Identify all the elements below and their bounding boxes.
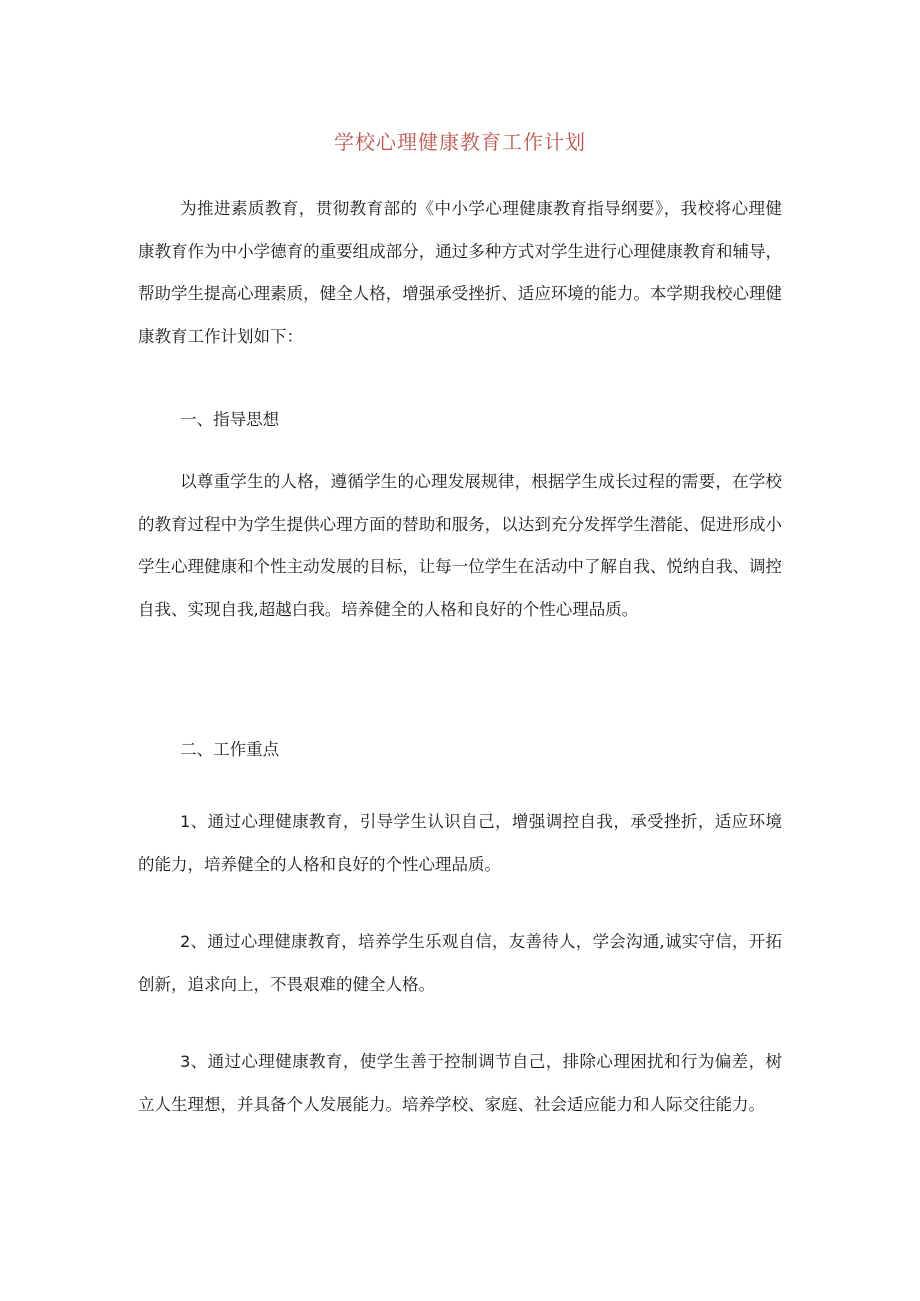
item-text: 、通过心理健康教育，使学生善于控制调节自己，排除心理困扰和行为偏差，树立人生理想，并具备个人发展能力。培养学校、家庭、社会适应能力和人际交往能力。 [138,1052,782,1114]
document-title: 学校心理健康教育工作计划 [334,130,586,154]
key-point-item [138,1041,782,1126]
item-text: 、通过心理健康教育，引导学生认识自己，增强调控自我，承受挫折，适应环境的能力，培养健全的人格和良好的个性心理品质。 [138,812,782,874]
item-number: 1 [180,812,191,831]
key-point-item [138,921,782,1006]
section-one-body: 以尊重学生的人格，遵循学生的心理发展规律，根据学生成长过程的需要，在学校的教育过程中为学生提供心理方面的替助和服务，以达到充分发挥学生潜能、促进形成小学生心理健康和个性主动发展的目标，让每一位学生在活动中了解自我、悦纳自我、调控自我、实现自我,超越白我。培养健全的人格和良好的个性心理品质。 [138,472,782,619]
item-number: 2 [180,932,191,951]
intro-paragraph: 为推进素质教育，贯彻教育部的《中小学心理健康教育指导纲要》，我校将心理健康教育作为中小学德育的重要组成部分，通过多种方式对学生进行心理健康教育和辅导，帮助学生提高心理素质，健全人格，增强承受挫折、适应环境的能力。本学期我校心理健康教育工作计划如下： [138,199,782,346]
item-text: 、通过心理健康教育，培养学生乐观自信，友善待人，学会沟通,诚实守信，开拓创新，追求向上，不畏艰难的健全人格。 [138,932,782,994]
section-one-heading: 一、指导思想 [180,410,280,429]
section-two-heading: 二、工作重点 [180,740,280,759]
item-number: 3 [180,1052,191,1071]
key-point-item [138,801,782,886]
